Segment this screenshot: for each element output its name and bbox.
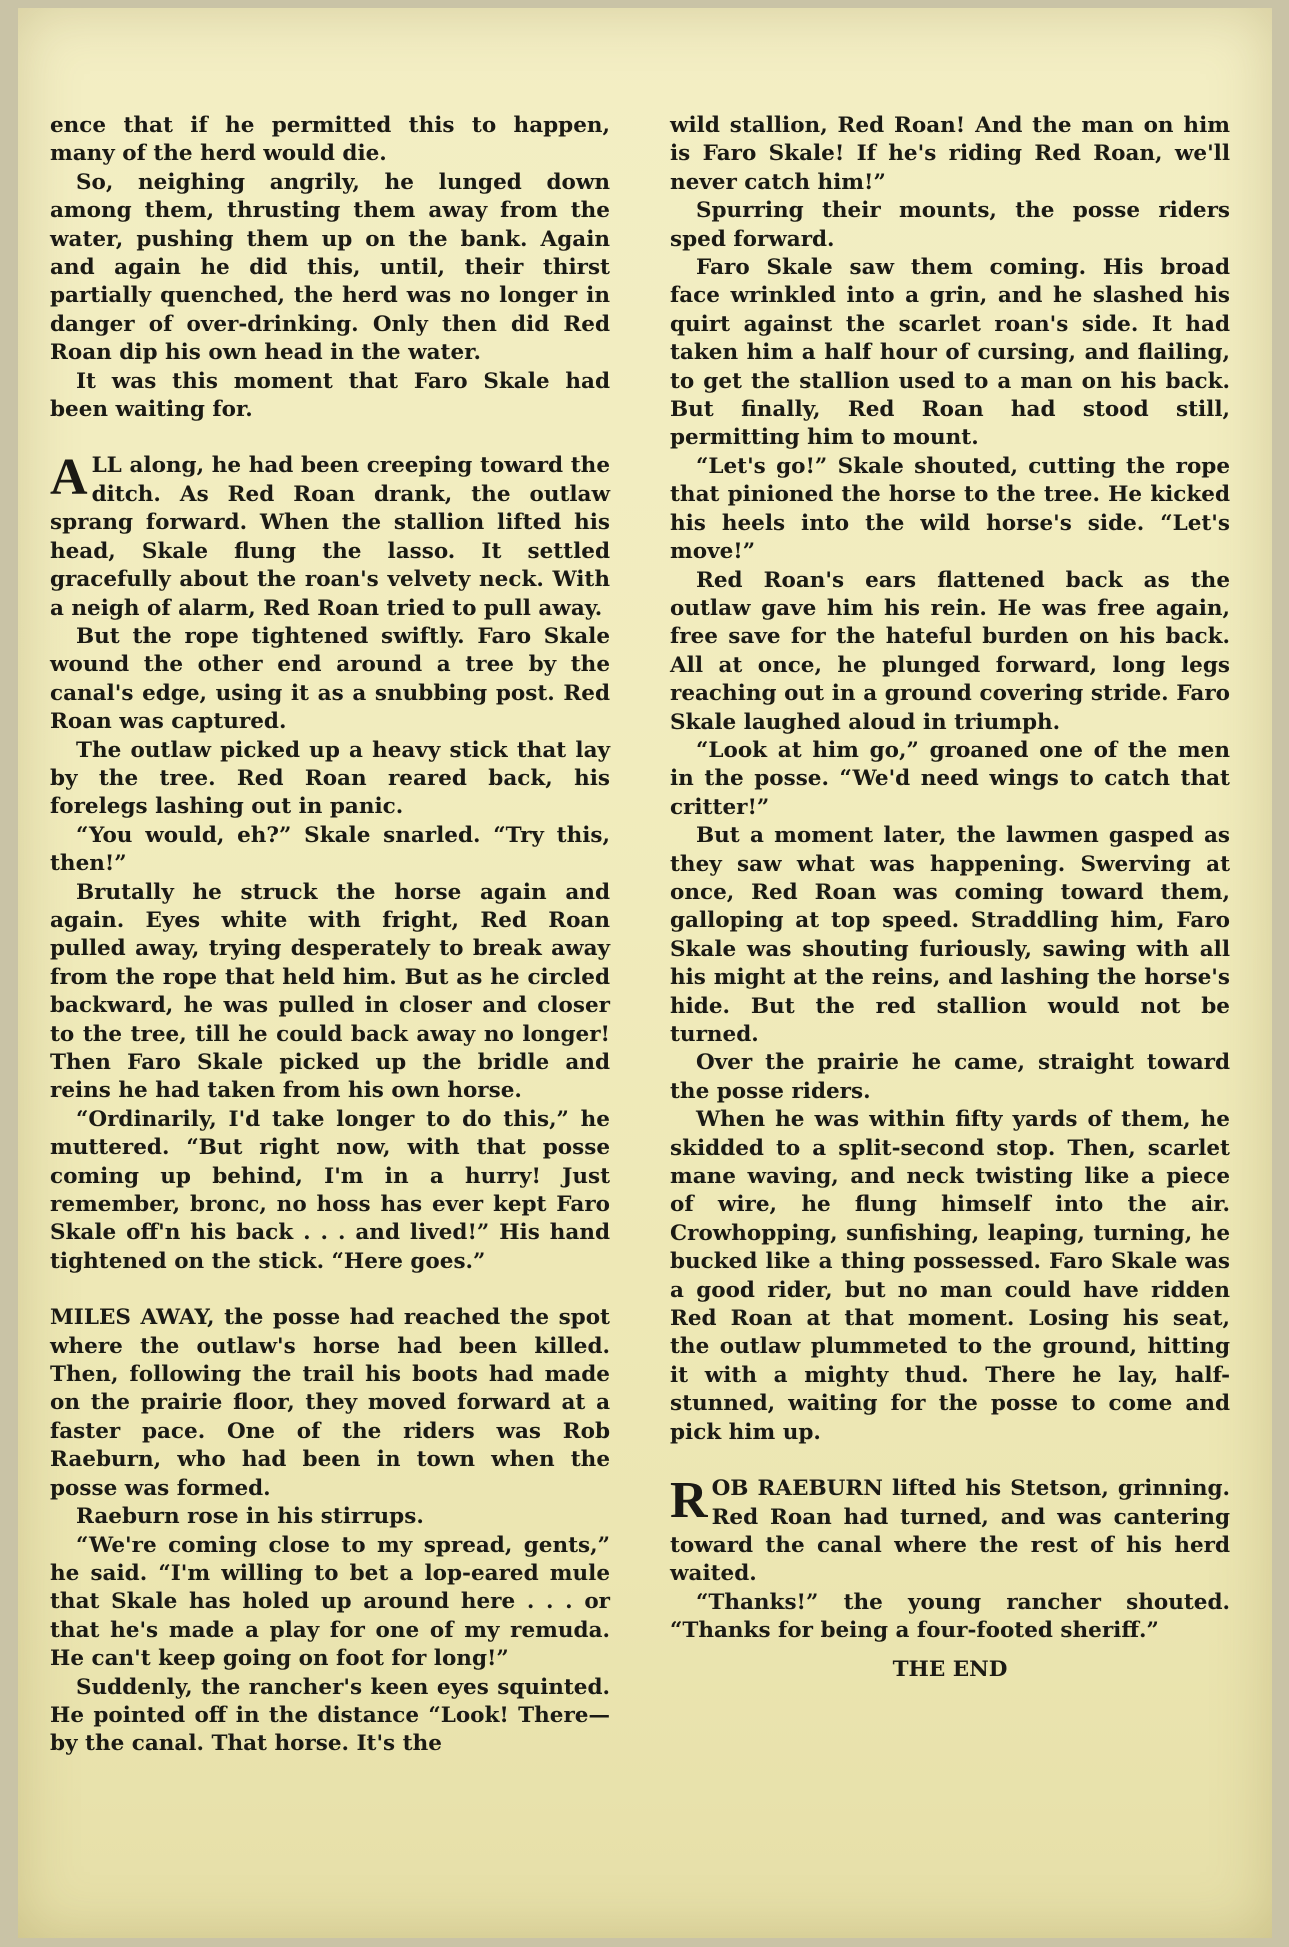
paragraph	[670, 1049, 1230, 1106]
paragraph	[50, 737, 610, 822]
paragraph-text: ence that if he permitted this to happen, many of the herd would die.	[50, 113, 610, 167]
paragraph	[50, 1304, 610, 1503]
paragraph	[670, 737, 1230, 822]
paragraph-text: LL along, he had been creeping toward the ditch. As Red Roan drank, the outlaw sprang forward. When the stallion lifted his head, Skale flung the lasso. It settled gracefully about the roan's velvety neck. With a neigh of alarm, Red Roan tried to pull away.	[50, 453, 610, 621]
paragraph-text: “Look at him go,” groaned one of the men in the posse. “We'd need wings to catch that critter!”	[670, 737, 1230, 820]
paragraph-text: Suddenly, the rancher's keen eyes squinted. He pointed off in the distance “Look! There—by the canal. That horse. It's the	[50, 1674, 610, 1757]
paragraph	[670, 112, 1230, 197]
paragraph-text: Red Roan's ears flattened back as the outlaw gave him his rein. He was free again, free save for the hateful burden on his back. All at once, he plunged forward, long legs reaching out in a ground covering stride. Faro Skale laughed aloud in triumph.	[670, 567, 1230, 735]
paragraph	[50, 879, 610, 1106]
story-page	[18, 8, 1272, 1938]
right-text-column	[670, 112, 1230, 1684]
paragraph	[670, 453, 1230, 567]
paragraph	[50, 1532, 610, 1674]
paragraph-text: Over the prairie he came, straight toward the posse riders.	[670, 1050, 1230, 1104]
paragraph	[50, 1503, 610, 1531]
paragraph-text: But the rope tightened swiftly. Faro Skale wound the other end around a tree by the canal's edge, using it as a snubbing post. Red Roan was captured.	[50, 623, 610, 735]
paragraph-text: wild stallion, Red Roan! And the man on him is Faro Skale! If he's riding Red Roan, we'll never catch him!”	[670, 113, 1230, 195]
paragraph-text: THE END	[892, 1656, 1008, 1682]
paragraph-text: But a moment later, the lawmen gasped as they saw what was happening. Swerving at once, Red Roan was coming toward them, galloping at top speed. Straddling him, Faro Skale was shouting furiously, sawing with all his might at the reins, and lashing the horse's hide. But the red stallion would not be turned.	[670, 823, 1230, 1047]
paragraph	[50, 822, 610, 879]
paragraph-text: It was this moment that Faro Skale had been waiting for.	[50, 368, 610, 423]
paragraph-text: The outlaw picked up a heavy stick that lay by the tree. Red Roan reared back, his forelegs lashing out in panic.	[50, 737, 610, 820]
paragraph	[50, 112, 610, 169]
paragraph-text: “Let's go!” Skale shouted, cutting the rope that pinioned the horse to the tree. He kicked his heels into the wild horse's side. “Let's move!”	[670, 453, 1230, 565]
section-start-paragraph	[670, 1472, 1230, 1589]
left-text-column	[50, 112, 610, 1759]
paragraph	[670, 197, 1230, 254]
drop-cap: R	[670, 1472, 708, 1530]
paragraph	[670, 567, 1230, 737]
paragraph-text: Brutally he struck the horse again and again. Eyes white with fright, Red Roan pulled away, trying desperately to break away from the rope that held him. But as he circled backward, he was pulled in closer and closer to the tree, till he could back away no longer! Then Faro Skale picked up the bridle and reins he had taken from his own horse.	[50, 879, 610, 1104]
paragraph-text: When he was within fifty yards of them, he skidded to a split-second stop. Then, scarlet mane waving, and neck twisting like a piece of wire, he flung himself into the air. Crowhopping, sunfishing, leaping, turning, he bucked like a thing possessed. Faro Skale was a good rider, but no man could have ridden Red Roan at that moment. Losing his seat, the outlaw plummeted to the ground, hitting it with a mighty thud. There he lay, half-stunned, waiting for the posse to come and pick him up.	[670, 1107, 1230, 1445]
paragraph-text: OB RAEBURN lifted his Stetson, grinning. Red Roan had turned, and was cantering toward the canal where the rest of his herd waited.	[670, 1476, 1230, 1587]
paragraph	[50, 368, 610, 425]
drop-cap: A	[50, 449, 88, 507]
paragraph-text: “Ordinarily, I'd take longer to do this,” he muttered. “But right now, with that posse coming up behind, I'm in a hurry! Just remember, bronc, no hoss has ever kept Faro Skale off'n his back . . . and lived!” His hand tightened on the stick. “Here goes.”	[50, 1106, 610, 1274]
paragraph	[670, 822, 1230, 1049]
paragraph	[50, 1106, 610, 1276]
paragraph	[50, 623, 610, 737]
paragraph-text: “Thanks!” the young rancher shouted. “Thanks for being a four-footed sheriff.”	[670, 1589, 1230, 1644]
paragraph	[670, 1589, 1230, 1646]
paragraph-text: Raeburn rose in his stirrups.	[76, 1504, 424, 1530]
paragraph-text: So, neighing angrily, he lunged down among them, thrusting them away from the water, pushing them up on the bank. Again and again he did this, until, their thirst partially quenched, the herd was no longer in danger of over-drinking. Only then did Red Roan dip his own head in the water.	[50, 169, 610, 366]
paragraph	[50, 1674, 610, 1759]
paragraph-text: “You would, eh?” Skale snarled. “Try this, then!”	[50, 822, 610, 877]
paragraph	[50, 169, 610, 368]
paragraph	[670, 254, 1230, 453]
paragraph-text: Faro Skale saw them coming. His broad face wrinkled into a grin, and he slashed his quirt against the scarlet roan's side. It had taken him a half hour of cursing, and flailing, to get the stallion used to a man on his back. But finally, Red Roan had stood still, permitting him to mount.	[670, 255, 1230, 451]
paragraph-text: MILES AWAY, the posse had reached the spot where the outlaw's horse had been killed. Then, following the trail his boots had made on the prairie floor, they moved forward at a faster pace. One of the riders was Rob Raeburn, who had been in town when the posse was formed.	[50, 1305, 610, 1501]
paragraph-text: “We're coming close to my spread, gents,” he said. “I'm willing to bet a lop-eared mule that Skale has holed up around here . . . or that he's made a play for one of my remuda. He can't keep going on foot for long!”	[50, 1532, 610, 1672]
section-start-paragraph	[50, 449, 610, 622]
paragraph-text: Spurring their mounts, the posse riders sped forward.	[670, 198, 1230, 252]
paragraph	[670, 1106, 1230, 1447]
the-end-label	[670, 1656, 1230, 1684]
